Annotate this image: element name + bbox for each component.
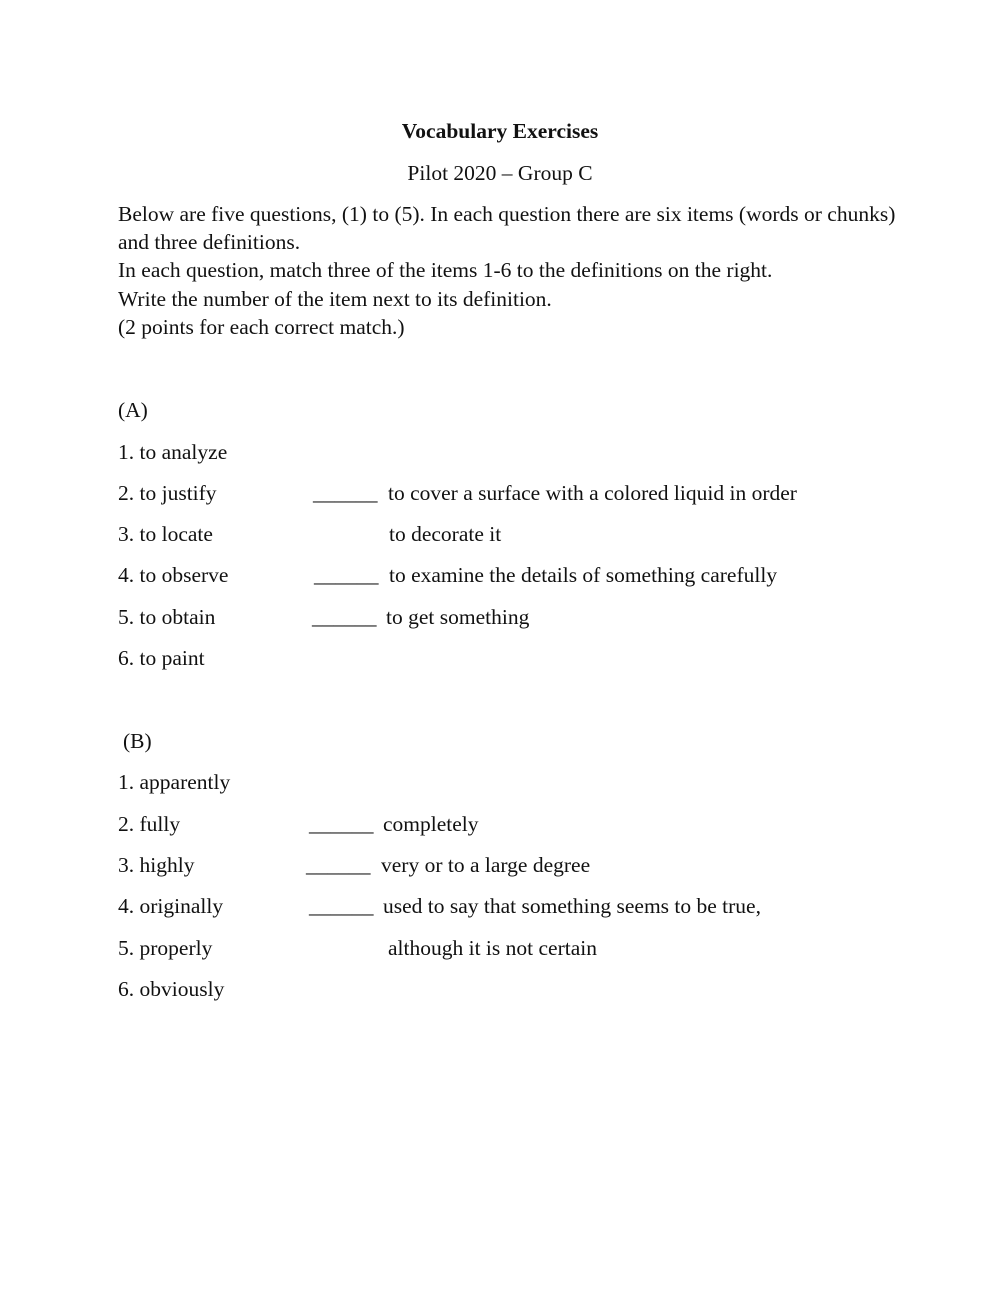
section-a-definition: to decorate it (389, 522, 502, 546)
section-a-definition: to examine the details of something carefully (389, 563, 778, 587)
page-subtitle: Pilot 2020 – Group C (407, 161, 593, 185)
instruction-line: In each question, match three of the items 1-6 to the definitions on the right. (118, 258, 773, 283)
answer-blank[interactable]: ______ (309, 894, 374, 918)
section-b-item: 5. properly (118, 936, 213, 960)
answer-blank[interactable]: ______ (314, 563, 379, 587)
section-a-item: 6. to paint (118, 646, 205, 670)
section-a-definition: to get something (386, 605, 530, 629)
section-b-item: 2. fully (118, 812, 181, 836)
instruction-line: (2 points for each correct match.) (118, 314, 405, 339)
section-a-definition: to cover a surface with a colored liquid in order (388, 481, 797, 505)
answer-blank[interactable]: ______ (309, 812, 374, 836)
section-b-item: 1. apparently (118, 770, 231, 794)
section-b-label: (B) (123, 729, 152, 753)
section-b-definition: very or to a large degree (381, 853, 591, 877)
section-a-item: 2. to justify (118, 481, 217, 505)
section-a-item: 4. to observe (118, 563, 229, 587)
page-title: Vocabulary Exercises (401, 119, 599, 143)
section-b-item: 6. obviously (118, 977, 225, 1001)
section-b-item: 4. originally (118, 894, 224, 918)
section-a-item: 3. to locate (118, 522, 213, 546)
answer-blank[interactable]: ______ (313, 481, 378, 505)
instruction-line: Below are five questions, (1) to (5). In each question there are six items (words or chunks) and three definitions. (118, 202, 896, 255)
section-b-item: 3. highly (118, 853, 195, 877)
section-b-definition: completely (383, 812, 479, 836)
answer-blank[interactable]: ______ (312, 605, 377, 629)
section-b-definition: although it is not certain (388, 936, 597, 960)
section-a-item: 1. to analyze (118, 440, 228, 464)
answer-blank[interactable]: ______ (306, 853, 371, 877)
instruction-line: Write the number of the item next to its definition. (118, 286, 552, 311)
section-b-definition: used to say that something seems to be true, (383, 894, 761, 918)
instructions (118, 200, 898, 341)
section-a-label: (A) (118, 398, 148, 422)
section-a-item: 5. to obtain (118, 605, 216, 629)
